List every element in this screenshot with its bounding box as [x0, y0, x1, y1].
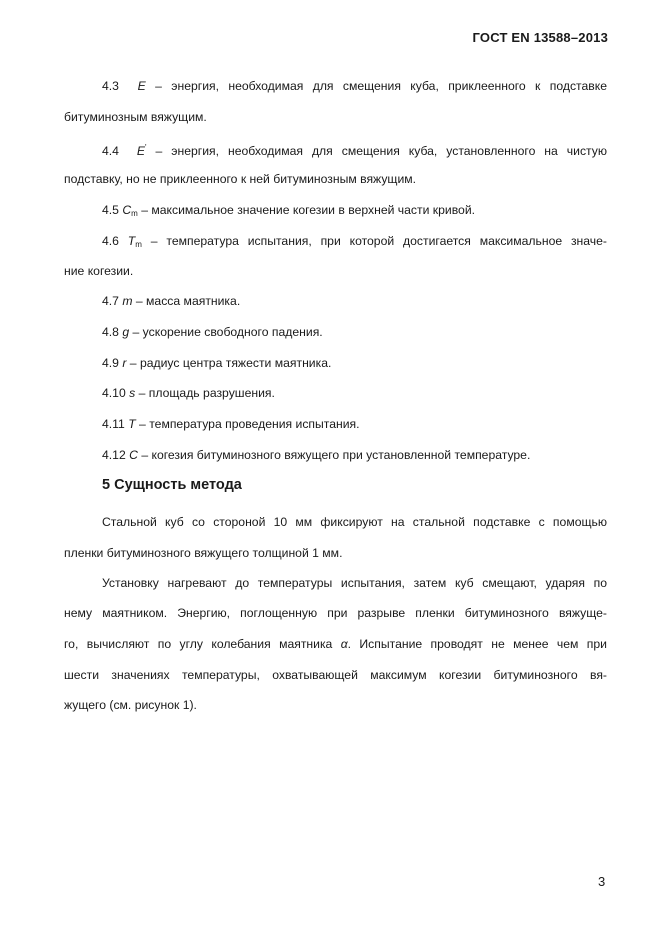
text-fragment: . Испытание проводят не менее чем при	[347, 637, 607, 651]
definition-4-6-line-1	[64, 233, 607, 253]
definition-number: 4.4	[102, 144, 119, 159]
symbol: C	[129, 448, 138, 462]
definition-number: 4.5	[102, 203, 119, 217]
definition-4-4-line-1	[64, 140, 607, 159]
definition-4-3-line-2: битуминозным вяжущим.	[64, 110, 207, 124]
definition-4-11	[64, 416, 607, 432]
definition-4-12	[64, 447, 607, 463]
symbol-prime: '	[145, 143, 147, 152]
symbol: C	[122, 203, 132, 217]
definition-4-5	[64, 202, 607, 222]
definition-text: – радиус центра тяжести маятника.	[126, 356, 332, 370]
definition-text: – когезия битуминозного вяжущего при установленной температуре.	[137, 448, 531, 462]
symbol: E	[136, 144, 146, 159]
symbol-subscript: m	[135, 240, 142, 249]
symbol: s	[129, 386, 136, 400]
definition-number: 4.3	[102, 79, 119, 93]
paragraph-2-line-4: шести значениях температуры, охватывающей максимум когезии битуминозного вя-	[64, 668, 607, 682]
paragraph-2-line-1: Установку нагревают до температуры испытания, затем куб смещают, ударяя по	[102, 576, 607, 590]
page-number: 3	[598, 874, 606, 889]
document-code: ГОСТ EN 13588–2013	[472, 30, 608, 45]
definition-number: 4.9	[102, 356, 119, 370]
symbol: T	[128, 417, 136, 431]
definition-text: – температура проведения испытания.	[135, 417, 360, 431]
definition-4-9	[64, 355, 607, 371]
symbol: T	[127, 234, 136, 248]
definition-4-8	[64, 324, 607, 340]
symbol: m	[122, 294, 133, 308]
section-heading: 5 Сущность метода	[102, 477, 242, 493]
definition-number: 4.10	[102, 386, 126, 400]
definition-text: – энергия, необходимая для смещения куба, приклеенного к подставке	[145, 79, 607, 93]
paragraph-1-line-2: пленки битуминозного вяжущего толщиной 1 мм.	[64, 546, 343, 560]
paragraph-2-line-2: нему маятником. Энергию, поглощенную при разрыве пленки битуминозного вяжуще-	[64, 606, 607, 620]
definition-number: 4.12	[102, 448, 126, 462]
definition-text: – энергия, необходимая для смещения куба, установленного на чистую	[146, 144, 607, 159]
definition-4-4-line-2: подставку, но не приклеенного к ней битуминозным вяжущим.	[64, 172, 417, 186]
definition-4-6-line-2: ние когезии.	[64, 264, 134, 278]
paragraph-2-line-3	[64, 636, 607, 652]
definition-text: – ускорение свободного падения.	[129, 325, 323, 339]
paragraph-1-line-1: Стальной куб со стороной 10 мм фиксируют на стальной подставке с помощью	[102, 515, 607, 529]
definition-number: 4.11	[102, 417, 125, 431]
definition-text: – площадь разрушения.	[135, 386, 275, 400]
definition-number: 4.6	[102, 234, 119, 248]
definition-4-7	[64, 293, 607, 309]
symbol: E	[137, 79, 146, 93]
definition-text: – температура испытания, при которой достигается максимальное значе-	[141, 234, 607, 248]
definition-number: 4.7	[102, 294, 119, 308]
definition-text: – максимальное значение когезии в верхней части кривой.	[137, 203, 476, 217]
definition-4-10	[64, 385, 607, 401]
paragraph-2-line-5: жущего (см. рисунок 1).	[64, 698, 197, 712]
symbol-alpha: α	[340, 637, 348, 651]
definition-number: 4.8	[102, 325, 119, 339]
definition-text: – масса маятника.	[132, 294, 241, 308]
symbol: r	[122, 356, 127, 370]
definition-4-3-line-1	[64, 78, 607, 94]
symbol-subscript: m	[131, 209, 138, 218]
text-fragment: го, вычисляют по углу колебания маятника	[64, 637, 341, 651]
symbol: g	[122, 325, 130, 339]
